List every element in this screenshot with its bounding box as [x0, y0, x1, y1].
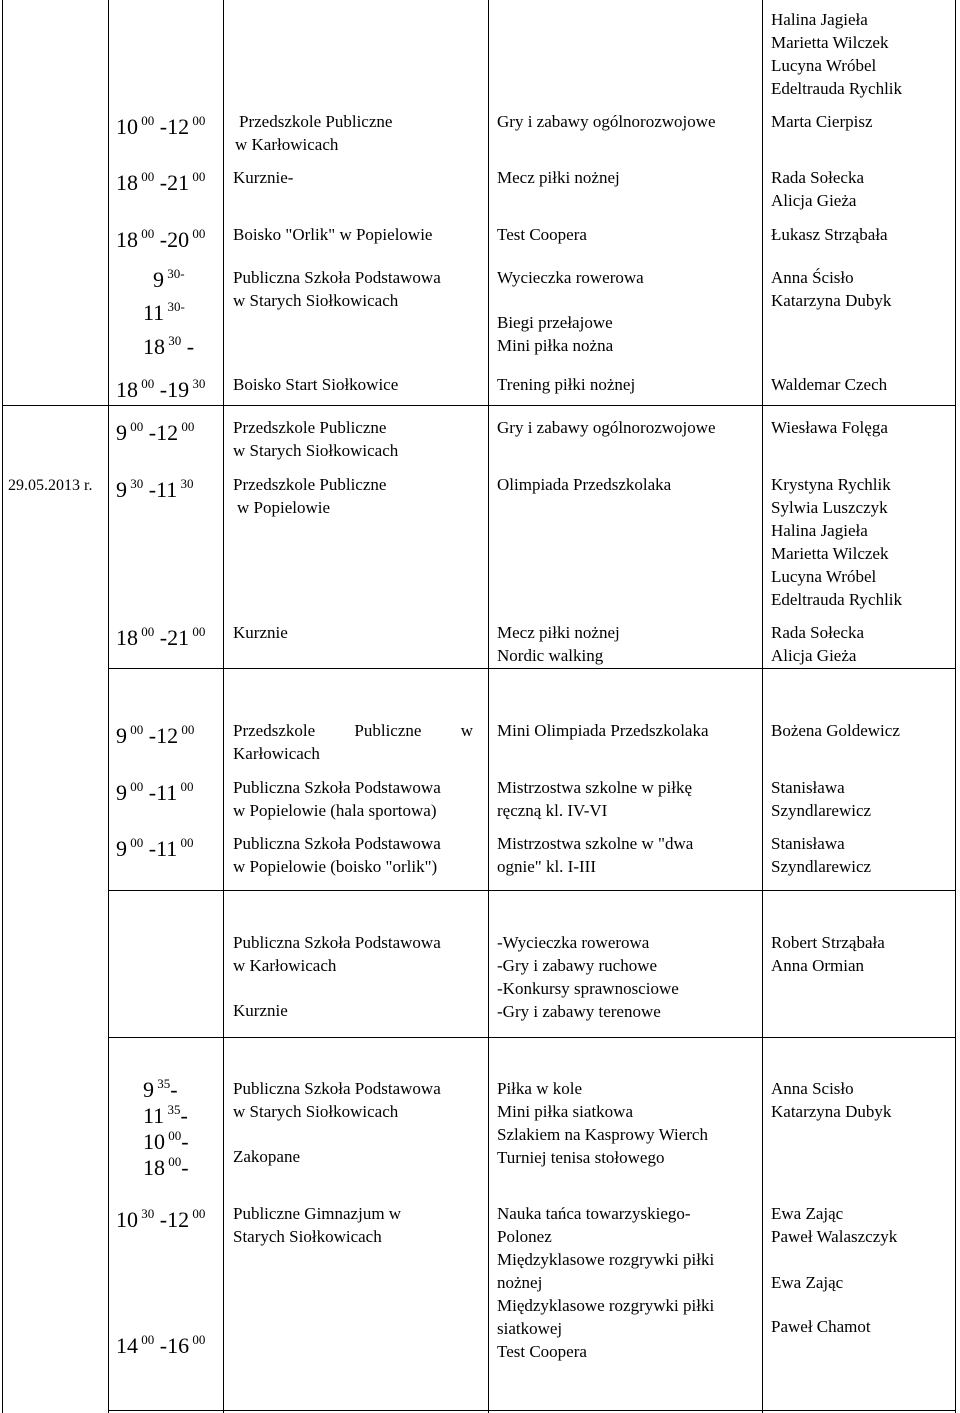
- time-column-divider: [223, 0, 224, 1413]
- activity-cell: -Wycieczka rowerowa -Gry i zabawy ruchowe -Konkursy sprawnosciowe -Gry i zabawy terenowe: [497, 933, 679, 1021]
- time-start: 11 $^{30-}$: [143, 299, 185, 325]
- activity-cell: Test Coopera: [497, 225, 587, 244]
- section-divider: [108, 1037, 956, 1038]
- people-cell: Rada Sołecka Alicja Gieża: [771, 168, 864, 210]
- place-cell: Publiczna Szkoła Podstawowa w Karłowicach Kurznie: [233, 933, 441, 1020]
- people-cell: Waldemar Czech: [771, 375, 888, 394]
- people-cell: Wiesława Folęga: [771, 418, 888, 437]
- place-cell: Kurznie-: [233, 168, 294, 187]
- time-start: 9 $^{35}$-: [143, 1076, 178, 1102]
- people-cell: Anna Scisło Katarzyna Dubyk: [771, 1079, 892, 1121]
- time-start: 18 $^{30}$ -: [143, 333, 195, 359]
- time-start: 9 $^{30-}$: [153, 266, 185, 292]
- time-range: 18 $^{00}$ -21 $^{00}$: [116, 169, 206, 195]
- activity-cell: Olimpiada Przedszkolaka: [497, 475, 672, 494]
- place-cell: Publiczna Szkoła Podstawowa w Starych Siołkowicach Zakopane: [233, 1079, 441, 1166]
- place-cell: Przedszkole Publiczne w Popielowie: [233, 475, 387, 517]
- time-range: 9 $^{00}$ -12 $^{00}$: [116, 722, 195, 748]
- activity-cell: Gry i zabawy ogólnorozwojowe: [497, 112, 716, 131]
- place-column-divider: [488, 0, 489, 1413]
- activity-cell: Mecz piłki nożnej Nordic walking: [497, 623, 620, 665]
- section-divider: [108, 1410, 956, 1411]
- person-name: Edeltrauda Rychlik: [771, 79, 903, 98]
- right-border: [955, 0, 956, 1413]
- place-cell: Publiczna Szkoła Podstawowa w Popielowie (hala sportowa): [233, 778, 441, 820]
- people-cell: Ewa Zając Paweł Walaszczyk Ewa Zając Paweł Chamot: [771, 1204, 898, 1336]
- place-cell: Kurznie: [233, 623, 288, 642]
- activity-cell: Nauka tańca towarzyskiego- Polonez Międzyklasowe rozgrywki piłki nożnej Międzyklasowe rozgrywki piłki siatkowej Test Coopera: [497, 1204, 715, 1361]
- place-cell: Przedszkole Publiczne w Karłowicach: [235, 112, 393, 154]
- time-range: 9 $^{30}$ -11 $^{30}$: [116, 476, 194, 502]
- time-range: 9 $^{00}$ -11 $^{00}$: [116, 779, 194, 805]
- people-cell: Stanisława Szyndlarewicz: [771, 778, 872, 820]
- people-cell: Robert Strząbała Anna Ormian: [771, 933, 885, 975]
- person-name: Marietta Wilczek: [771, 33, 889, 52]
- place-cell: Publiczne Gimnazjum w Starych Siołkowicach: [233, 1204, 402, 1246]
- place-cell: Boisko Start Siołkowice: [233, 375, 399, 394]
- activity-cell: Mistrzostwa szkolne w piłkę ręczną kl. IV-VI: [497, 778, 692, 820]
- place-cell: Przedszkole Publiczne w Starych Siołkowicach: [233, 418, 399, 460]
- left-border: [2, 0, 3, 1413]
- section-divider: [108, 890, 956, 891]
- time-start: 10 $^{00}$-: [143, 1128, 189, 1154]
- people-cell: Bożena Goldewicz: [771, 721, 900, 740]
- people-cell: [771, 8, 902, 100]
- place-cell: Boisko "Orlik" w Popielowie: [233, 225, 433, 244]
- time-range: 14 $^{00}$ -16 $^{00}$: [116, 1332, 206, 1358]
- people-cell: Krystyna Rychlik Sylwia Luszczyk Halina Jagieła Marietta Wilczek Lucyna Wróbel Edeltrauda Rychlik: [771, 475, 903, 609]
- time-range: 18 $^{00}$ -19 $^{30}$: [116, 376, 206, 402]
- time-range: 9 $^{00}$ -12 $^{00}$: [116, 419, 195, 445]
- date-divider: [2, 405, 109, 406]
- time-range: 18 $^{00}$ -21 $^{00}$: [116, 624, 206, 650]
- place-cell: Przedszkole Publiczne w Karłowicach: [233, 721, 473, 763]
- time-range: 10 $^{00}$ -12 $^{00}$: [116, 113, 206, 139]
- activity-column-divider: [762, 0, 763, 1413]
- people-cell: Rada Sołecka Alicja Gieża: [771, 623, 864, 665]
- event-date: 29.05.2013 r.: [8, 477, 93, 494]
- time-range: 18 $^{00}$ -20 $^{00}$: [116, 226, 206, 252]
- activity-cell: Trening piłki nożnej: [497, 375, 636, 394]
- activity-cell: Gry i zabawy ogólnorozwojowe: [497, 418, 716, 437]
- time-start: 18 $^{00}$-: [143, 1154, 189, 1180]
- people-cell: Anna Ścisło Katarzyna Dubyk: [771, 268, 892, 310]
- activity-cell: Mecz piłki nożnej: [497, 168, 620, 187]
- time-range: 10 $^{30}$ -12 $^{00}$: [116, 1206, 206, 1232]
- section-divider: [108, 405, 956, 406]
- people-cell: Łukasz Strząbała: [771, 225, 888, 244]
- activity-cell: Mini Olimpiada Przedszkolaka: [497, 721, 709, 740]
- place-cell: Publiczna Szkoła Podstawowa w Popielowie (boisko "orlik"): [233, 834, 441, 876]
- section-divider: [108, 668, 956, 669]
- person-name: Halina Jagieła: [771, 10, 868, 29]
- activity-cell: Mistrzostwa szkolne w "dwa ognie" kl. I-III: [497, 834, 694, 876]
- activity-cell: Piłka w kole Mini piłka siatkowa Szlakiem na Kasprowy Wierch Turniej tenisa stołowego: [497, 1079, 708, 1167]
- time-range: 9 $^{00}$ -11 $^{00}$: [116, 835, 194, 861]
- place-cell: Publiczna Szkoła Podstawowa w Starych Siołkowicach: [233, 268, 441, 310]
- people-cell: Stanisława Szyndlarewicz: [771, 834, 872, 876]
- date-column-divider: [108, 0, 109, 1413]
- activity-cell: Wycieczka rowerowa Biegi przełajowe Mini piłka nożna: [497, 268, 644, 355]
- time-start: 11 $^{35}$-: [143, 1102, 188, 1128]
- person-name: Lucyna Wróbel: [771, 56, 877, 75]
- people-cell: Marta Cierpisz: [771, 112, 873, 131]
